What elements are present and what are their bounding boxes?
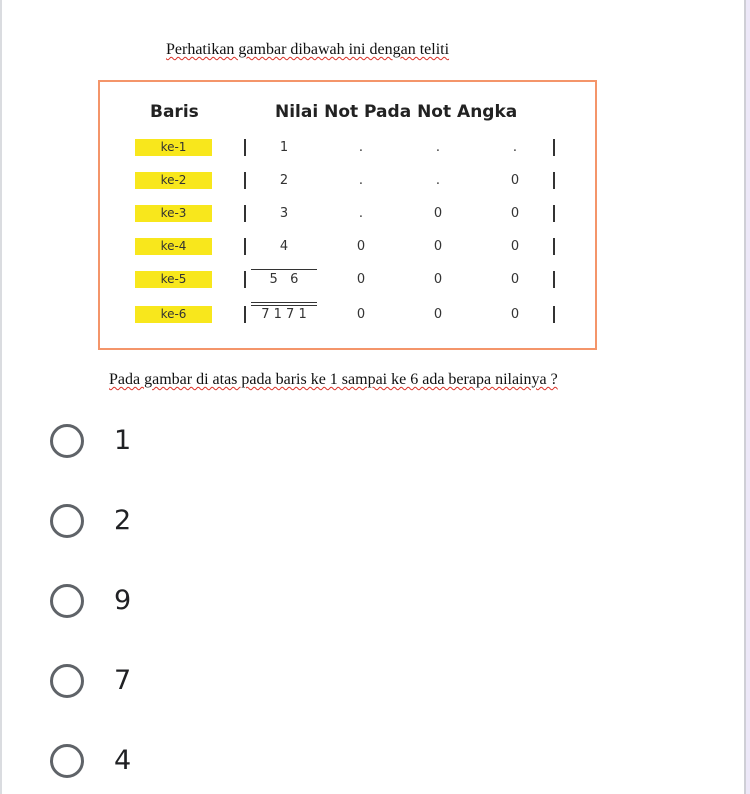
note-cell: . [512,140,518,155]
bar-line-right [553,271,555,288]
row-label: ke-1 [135,139,212,156]
note-cell: 0 [510,173,520,188]
figure-row [100,271,595,289]
option-label[interactable]: 2 [114,505,132,536]
option-label[interactable]: 1 [114,425,132,456]
note-cell: 0 [510,239,520,254]
question-text: Pada gambar di atas pada baris ke 1 sampai ke 6 ada berapa nilainya ? [109,371,558,388]
radio-button[interactable] [50,424,84,458]
bar-line-right [553,238,555,255]
option-label[interactable]: 4 [114,745,132,776]
note-cell: 0 [433,307,443,322]
row-label: ke-5 [135,271,212,288]
bar-line-right [553,172,555,189]
bar-line-right [553,306,555,323]
row-label: ke-2 [135,172,212,189]
note-cell: 0 [510,206,520,221]
note-cell: 2 [279,173,289,188]
figure-row [100,139,595,157]
note-cell: . [358,206,364,221]
figure-row [100,306,595,324]
double-beam-line-top [251,302,317,303]
header-baris: Baris [150,102,199,122]
bar-line-left [244,172,246,189]
note-cell: . [358,173,364,188]
note-cell: 0 [510,272,520,287]
note-group: 7 1 7 1 [261,307,307,322]
note-cell: 0 [356,307,366,322]
bar-line-left [244,139,246,156]
radio-button[interactable] [50,664,84,698]
option-5[interactable] [50,744,350,784]
option-label[interactable]: 9 [114,585,132,616]
note-cell: 4 [279,239,289,254]
option-1[interactable] [50,424,350,464]
note-cell: 0 [356,239,366,254]
note-cell: 0 [510,307,520,322]
notation-figure [98,80,597,350]
bar-line-right [553,139,555,156]
bar-line-left [244,271,246,288]
left-border [0,0,2,794]
note-cell: . [435,140,441,155]
note-cell: 0 [433,239,443,254]
row-label: ke-4 [135,238,212,255]
note-cell: 0 [433,272,443,287]
option-3[interactable] [50,584,350,624]
right-edge-strip [746,0,750,794]
note-cell: 1 [279,140,289,155]
option-label[interactable]: 7 [114,665,132,696]
bar-line-right [553,205,555,222]
option-2[interactable] [50,504,350,544]
bar-line-left [244,306,246,323]
option-4[interactable] [50,664,350,704]
note-cell: . [358,140,364,155]
note-cell: 0 [356,272,366,287]
figure-row [100,172,595,190]
figure-row [100,238,595,256]
row-label: ke-3 [135,205,212,222]
radio-button[interactable] [50,584,84,618]
header-nilai: Nilai Not Pada Not Angka [275,102,518,122]
single-beam-line [251,269,317,270]
intro-text: Perhatikan gambar dibawah ini dengan teliti [166,41,450,58]
radio-button[interactable] [50,744,84,778]
bar-line-left [244,238,246,255]
figure-row [100,205,595,223]
note-cell: 0 [433,206,443,221]
note-group: 5 6 [269,272,299,287]
note-cell: . [435,173,441,188]
bar-line-left [244,205,246,222]
row-label: ke-6 [135,306,212,323]
radio-button[interactable] [50,504,84,538]
note-cell: 3 [279,206,289,221]
